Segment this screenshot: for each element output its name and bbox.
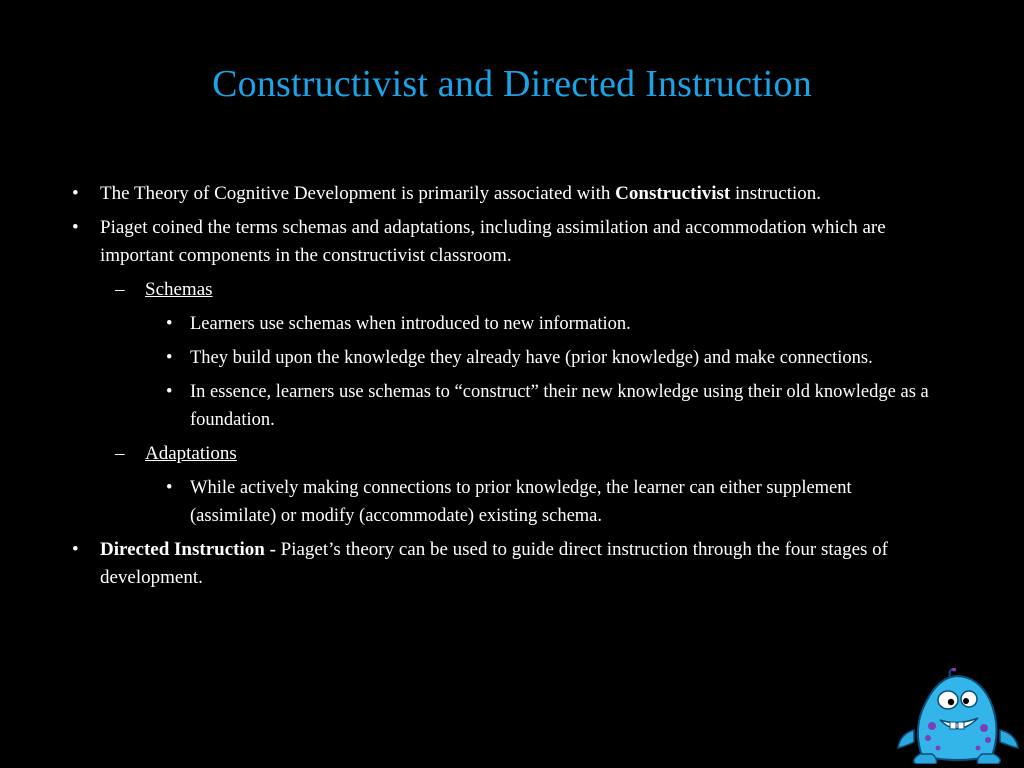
subheading-schemas	[115, 276, 930, 304]
dash-glyph: –	[115, 443, 125, 464]
dash-glyph: –	[115, 279, 125, 300]
bullet-glyph: •	[166, 478, 173, 498]
blue-monster-mascot-icon	[892, 668, 1022, 764]
bullet-glyph: •	[72, 217, 79, 238]
bullet-text: Piaget’s theory can be used to guide direct instruction through the four stages of development.	[100, 539, 888, 588]
bullet-glyph: •	[72, 183, 79, 204]
bullet-text: Piaget coined the terms schemas and adaptations, including assimilation and accommodation which are important components in the constructivist classroom.	[100, 217, 886, 266]
schemas-point-2	[166, 344, 930, 372]
schemas-point-3	[166, 378, 930, 434]
bullet-text-tail: instruction.	[730, 183, 822, 204]
slide-content	[72, 180, 930, 598]
bullet-item-piaget-terms	[72, 214, 930, 270]
schemas-label: Schemas	[145, 279, 213, 300]
bullet-text: Learners use schemas when introduced to new information.	[190, 314, 631, 334]
bullet-text: The Theory of Cognitive Development is primarily associated with	[100, 183, 616, 204]
bullet-glyph: •	[166, 348, 173, 368]
bullet-text: They build upon the knowledge they already have (prior knowledge) and make connections.	[190, 348, 873, 368]
adaptations-point-1	[166, 474, 930, 530]
bullet-glyph: •	[166, 382, 173, 402]
bullet-item-directed-instruction	[72, 536, 930, 592]
bullet-text: While actively making connections to prior knowledge, the learner can either supplement (assimilate) or modify (accommodate) existing schema.	[190, 478, 852, 526]
bullet-glyph: •	[166, 314, 173, 334]
bullet-text: In essence, learners use schemas to “construct” their new knowledge using their old knowledge as a foundation.	[190, 382, 929, 430]
bullet-glyph: •	[72, 539, 79, 560]
adaptations-label: Adaptations	[145, 443, 237, 464]
schemas-point-1	[166, 310, 930, 338]
slide-title: Constructivist and Directed Instruction	[212, 63, 812, 105]
bullet-item-constructivist	[72, 180, 930, 208]
subheading-adaptations	[115, 440, 930, 468]
bold-term-constructivist: Constructivist	[615, 183, 731, 204]
bold-term-directed-instruction: Directed Instruction -	[100, 539, 281, 560]
